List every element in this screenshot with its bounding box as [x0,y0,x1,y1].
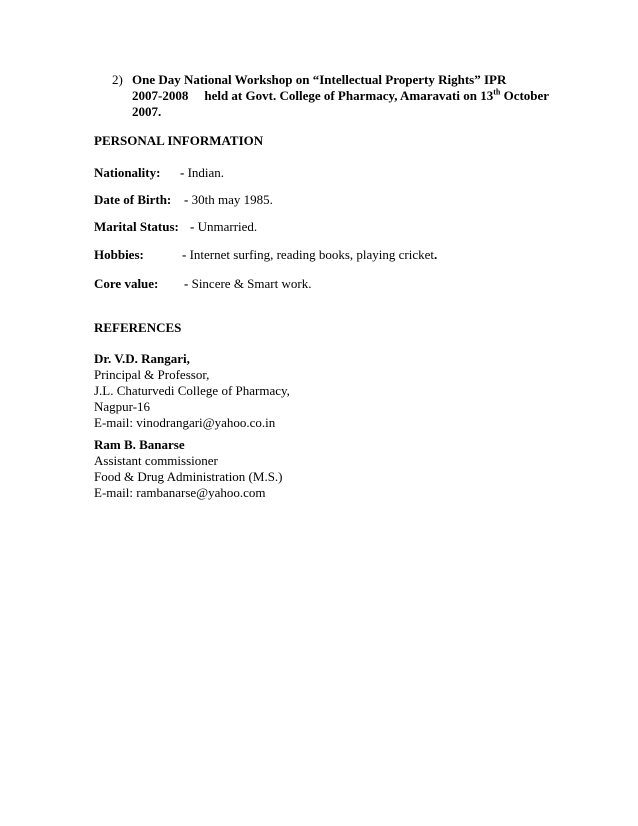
workshop-month: October [500,88,550,103]
marital-label: Marital Status: [94,219,179,234]
nationality-label: Nationality: [94,165,161,180]
reference-2-name: Ram B. Banarse [94,437,185,452]
reference-2-title: Assistant commissioner [94,453,218,468]
dob-label: Date of Birth: [94,192,172,207]
reference-1 [94,351,494,431]
reference-2-email: E-mail: rambanarse@yahoo.com [94,485,266,500]
core-value-dash: - [184,276,189,291]
hobbies-value: Internet surfing, reading books, playing cricket [186,247,434,262]
nationality-dash: - [180,165,185,180]
marital-value: Unmarried. [194,219,258,234]
hobbies-dash: - [182,247,187,262]
nationality-value: Indian. [184,165,225,180]
personal-info-heading: PERSONAL INFORMATION [94,133,264,148]
workshop-venue: held at Govt. College of Pharmacy, Amaravati on 13 [204,88,494,103]
reference-2-institution: Food & Drug Administration (M.S.) [94,469,283,484]
ordinal-suffix: th [493,87,501,97]
marital-row [94,219,257,235]
marital-dash: - [190,219,195,234]
core-value-label: Core value: [94,276,159,291]
reference-1-email: E-mail: vinodrangari@yahoo.co.in [94,415,276,430]
reference-1-city: Nagpur-16 [94,399,151,414]
dob-value: 30th may 1985. [188,192,273,207]
dob-dash: - [184,192,189,207]
reference-1-institution: J.L. Chaturvedi College of Pharmacy, [94,383,290,398]
workshop-item [112,72,552,120]
reference-1-title: Principal & Professor, [94,367,210,382]
workshop-line-2 [132,88,552,104]
reference-2 [94,437,494,501]
workshop-text [132,72,552,120]
item-number: 2) [112,72,123,87]
dob-row [94,192,273,208]
hobbies-row [94,247,437,263]
core-value-value: Sincere & Smart work. [188,276,312,291]
hobbies-label: Hobbies: [94,247,144,262]
workshop-line-3: 2007. [132,104,162,119]
reference-1-name: Dr. V.D. Rangari, [94,351,190,366]
core-value-row [94,276,311,292]
references-heading: REFERENCES [94,320,182,335]
workshop-years: 2007-2008 [132,88,189,103]
hobbies-end: . [434,247,438,262]
workshop-line-1: One Day National Workshop on “Intellectual Property Rights” IPR [132,72,507,87]
nationality-row [94,165,224,181]
